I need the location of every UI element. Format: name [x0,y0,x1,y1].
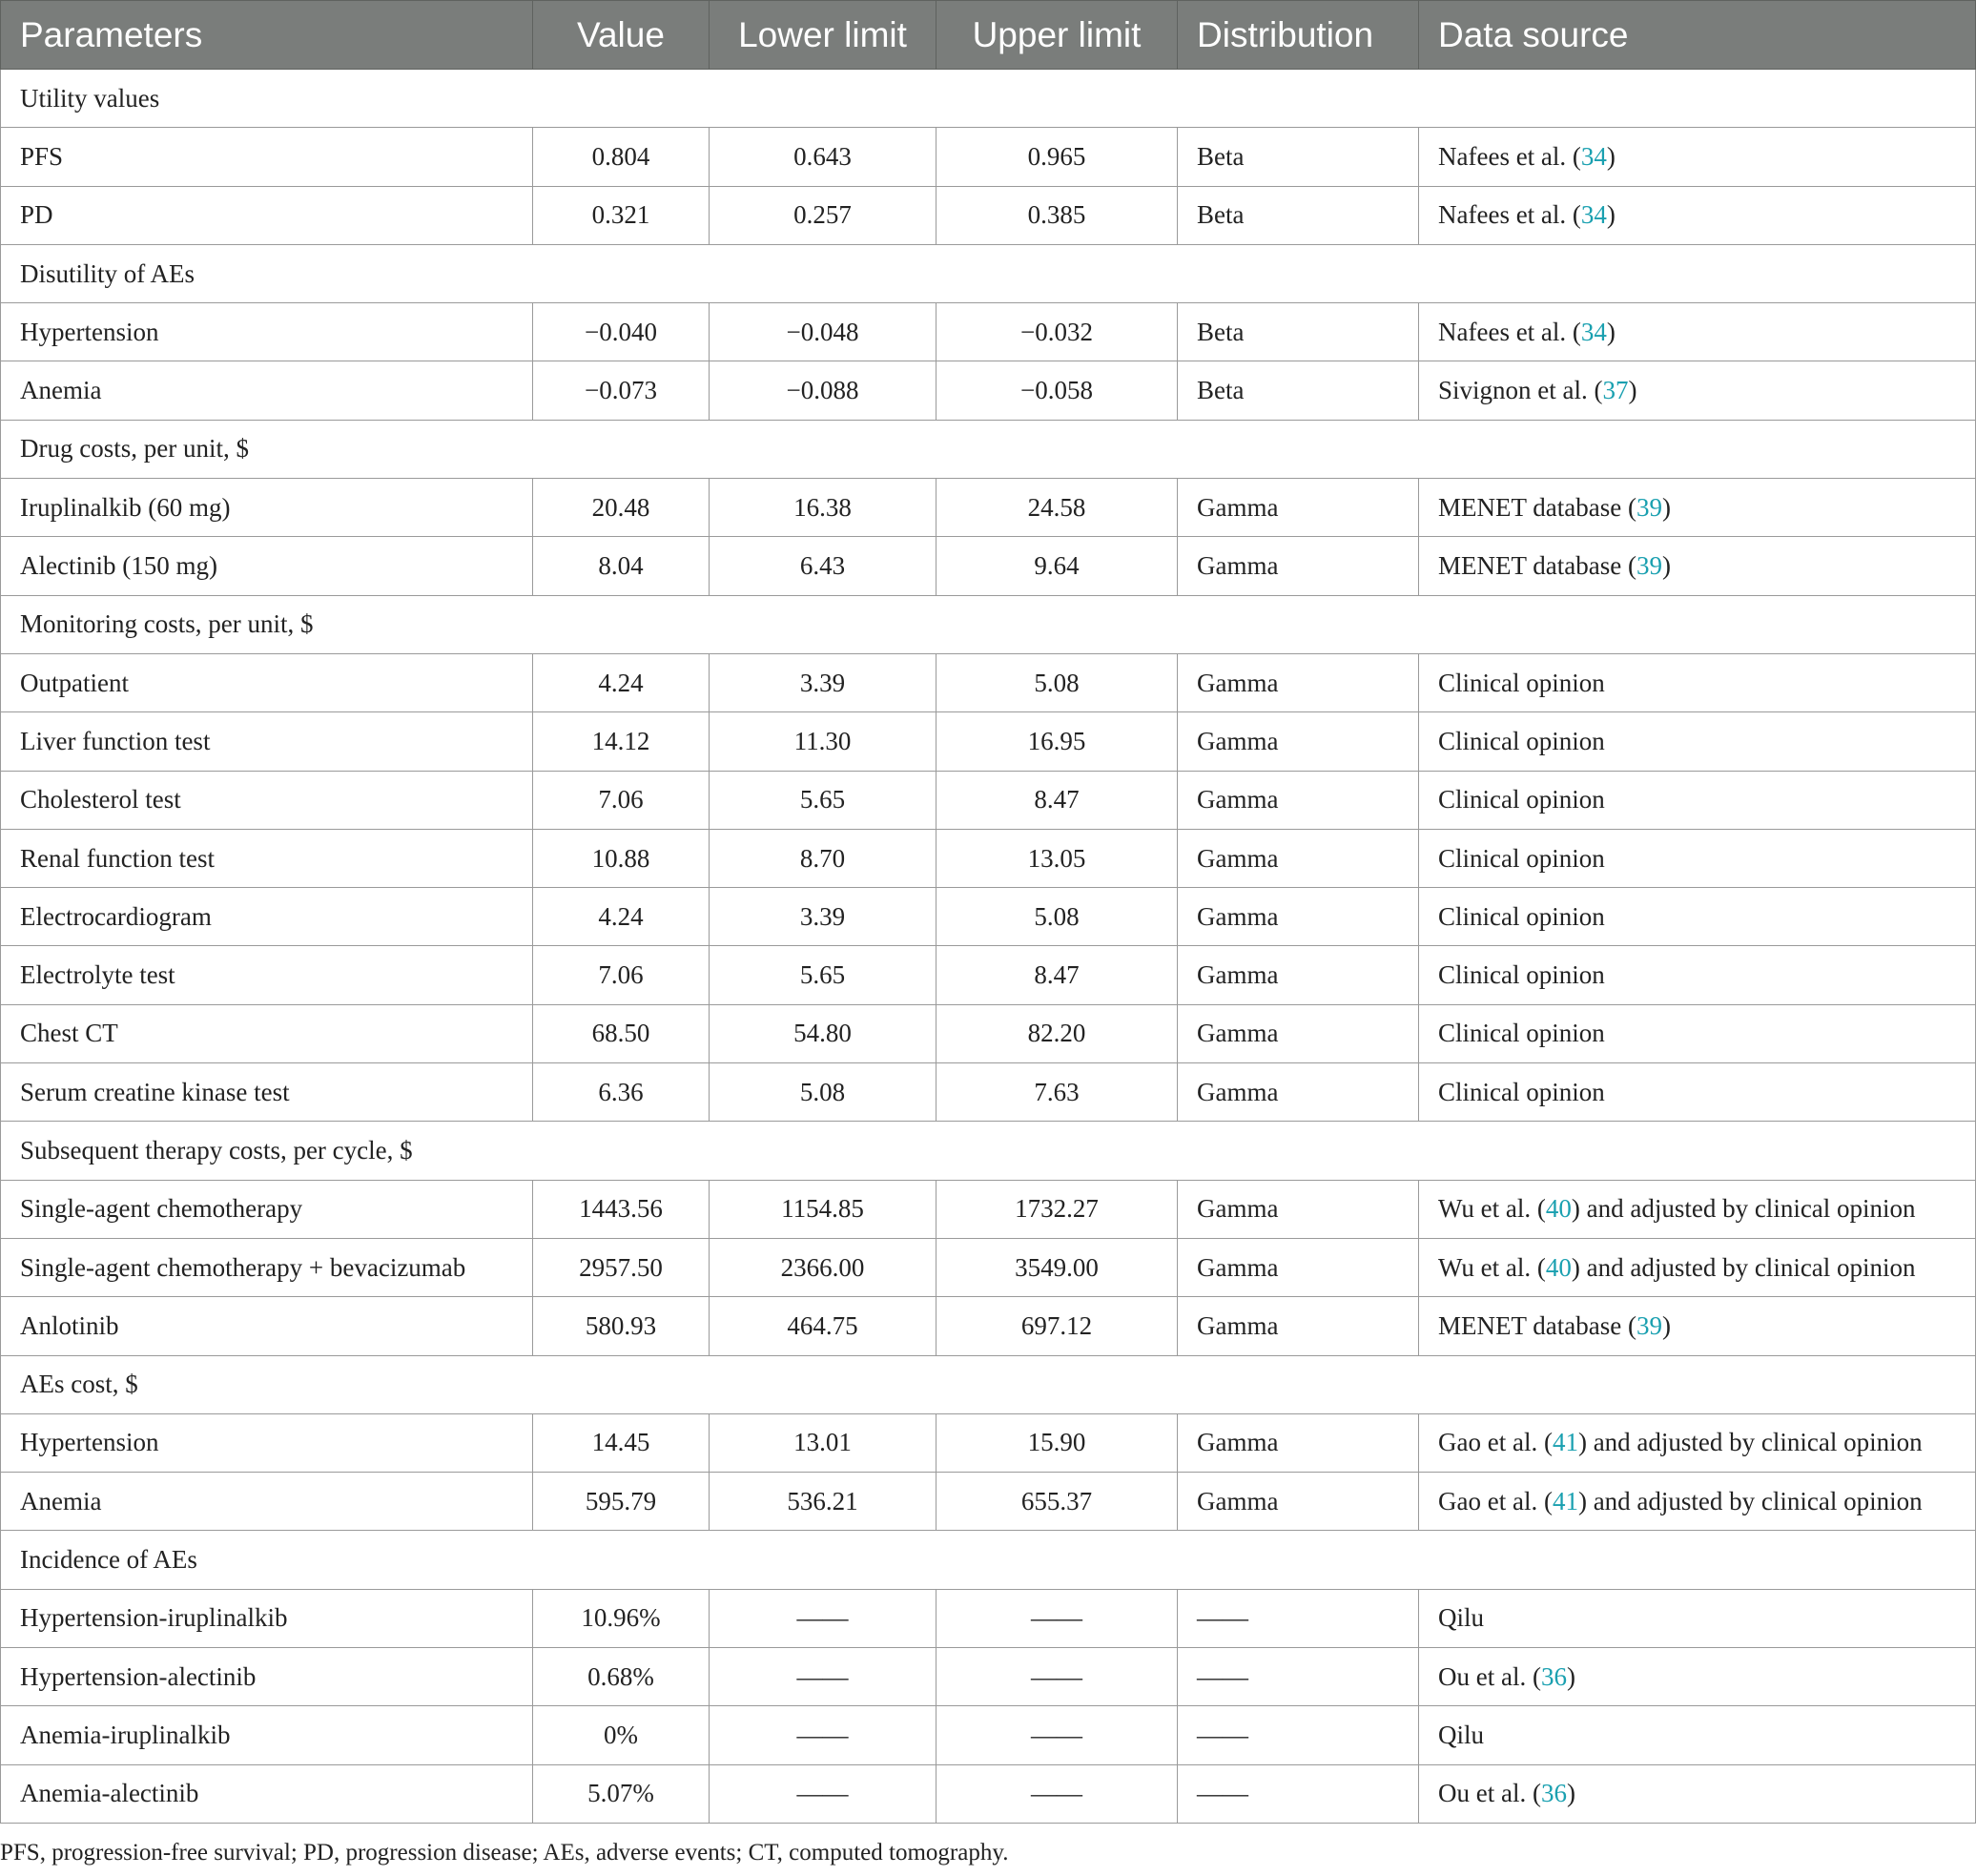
cell-distribution: Gamma [1178,712,1419,771]
cell-parameter: Liver function test [1,712,533,771]
source-text: Clinical opinion [1438,668,1605,697]
reference-link[interactable]: 41 [1552,1486,1578,1515]
source-text: Gao et al. ( [1438,1486,1553,1515]
table-row [1,128,1976,186]
cell-data-source [1419,712,1976,771]
section-row [1,1355,1976,1413]
table-row [1,653,1976,711]
cell-upper-limit: 5.08 [937,653,1178,711]
cell-data-source [1419,361,1976,420]
cell-value: 595.79 [533,1473,710,1531]
cell-lower-limit: 0.643 [710,128,937,186]
cell-value: 7.06 [533,946,710,1004]
cell-value: 5.07% [533,1764,710,1823]
cell-parameter: Anemia [1,361,533,420]
cell-value: 7.06 [533,771,710,829]
cell-parameter: Anemia [1,1473,533,1531]
source-text: Sivignon et al. ( [1438,376,1603,405]
cell-data-source [1419,829,1976,887]
cell-distribution: Gamma [1178,946,1419,1004]
table-row [1,829,1976,887]
source-text-suffix: ) [1661,551,1671,581]
cell-value: 580.93 [533,1297,710,1355]
source-text-suffix: ) [1606,317,1616,346]
header-upper-limit: Upper limit [937,1,1178,70]
source-text: MENET database ( [1438,1310,1636,1340]
cell-parameter: Single-agent chemotherapy + bevacizumab [1,1238,533,1296]
cell-distribution: Gamma [1178,771,1419,829]
table-row [1,1297,1976,1355]
section-title: Incidence of AEs [1,1531,1976,1589]
reference-link[interactable]: 39 [1636,551,1662,581]
cell-distribution: Gamma [1178,1238,1419,1296]
cell-data-source [1419,1764,1976,1823]
source-text: Wu et al. ( [1438,1252,1546,1282]
cell-lower-limit: 8.70 [710,829,937,887]
section-title: Utility values [1,70,1976,128]
cell-distribution: Gamma [1178,1413,1419,1472]
table-row [1,1706,1976,1764]
source-text-suffix: ) [1606,200,1616,230]
cell-data-source [1419,1648,1976,1706]
cell-data-source [1419,1589,1976,1647]
cell-data-source [1419,1004,1976,1062]
cell-lower-limit: 536.21 [710,1473,937,1531]
header-data-source: Data source [1419,1,1976,70]
table-header [1,1,1976,70]
cell-lower-limit: 2366.00 [710,1238,937,1296]
source-text: Wu et al. ( [1438,1194,1546,1224]
cell-value: −0.040 [533,303,710,361]
cell-parameter: Hypertension-alectinib [1,1648,533,1706]
cell-upper-limit: —— [937,1764,1178,1823]
cell-parameter: Hypertension-iruplinalkib [1,1589,533,1647]
cell-parameter: Serum creatine kinase test [1,1063,533,1122]
reference-link[interactable]: 40 [1545,1194,1572,1224]
source-text: MENET database ( [1438,551,1636,581]
cell-distribution: Gamma [1178,1297,1419,1355]
section-row [1,1122,1976,1180]
cell-data-source [1419,888,1976,946]
cell-parameter: Renal function test [1,829,533,887]
cell-data-source [1419,946,1976,1004]
table-row [1,361,1976,420]
cell-distribution: Beta [1178,361,1419,420]
cell-lower-limit: 16.38 [710,479,937,537]
cell-value: 4.24 [533,888,710,946]
cell-lower-limit: 0.257 [710,186,937,244]
source-text-suffix: ) and adjusted by clinical opinion [1577,1428,1923,1457]
cell-lower-limit: −0.088 [710,361,937,420]
cell-parameter: Electrolyte test [1,946,533,1004]
source-text-suffix: ) [1661,492,1671,522]
cell-value: 2957.50 [533,1238,710,1296]
table-row [1,946,1976,1004]
cell-parameter: Anemia-alectinib [1,1764,533,1823]
source-text: Clinical opinion [1438,785,1605,814]
cell-data-source [1419,128,1976,186]
cell-upper-limit: 8.47 [937,771,1178,829]
section-title: Drug costs, per unit, $ [1,420,1976,478]
cell-distribution: —— [1178,1706,1419,1764]
cell-parameter: Anemia-iruplinalkib [1,1706,533,1764]
source-text-suffix: ) and adjusted by clinical opinion [1577,1486,1923,1515]
table-body [1,70,1976,1824]
cell-parameter: Electrocardiogram [1,888,533,946]
source-text: Gao et al. ( [1438,1428,1553,1457]
cell-upper-limit: 0.965 [937,128,1178,186]
cell-upper-limit: −0.032 [937,303,1178,361]
source-text: Qilu [1438,1720,1485,1749]
cell-data-source [1419,1180,1976,1238]
cell-lower-limit: 6.43 [710,537,937,595]
cell-upper-limit: 16.95 [937,712,1178,771]
cell-value: 0.321 [533,186,710,244]
section-title: Subsequent therapy costs, per cycle, $ [1,1122,1976,1180]
cell-lower-limit: 13.01 [710,1413,937,1472]
cell-distribution: —— [1178,1648,1419,1706]
cell-upper-limit: 13.05 [937,829,1178,887]
section-row [1,1531,1976,1589]
section-row [1,595,1976,653]
section-row [1,244,1976,302]
cell-distribution: Gamma [1178,888,1419,946]
cell-lower-limit: —— [710,1764,937,1823]
table-row [1,1764,1976,1823]
source-text-suffix: ) and adjusted by clinical opinion [1571,1252,1916,1282]
cell-upper-limit: 697.12 [937,1297,1178,1355]
cell-lower-limit: 3.39 [710,888,937,946]
source-text-suffix: ) and adjusted by clinical opinion [1571,1194,1916,1224]
cell-distribution: Gamma [1178,479,1419,537]
table-row [1,771,1976,829]
section-row [1,420,1976,478]
section-title: Disutility of AEs [1,244,1976,302]
cell-distribution: Gamma [1178,1180,1419,1238]
reference-link[interactable]: 39 [1636,492,1662,522]
header-row [1,1,1976,70]
reference-link[interactable]: 34 [1580,141,1607,171]
cell-value: 14.12 [533,712,710,771]
cell-value: 0% [533,1706,710,1764]
cell-distribution: Gamma [1178,1004,1419,1062]
cell-data-source [1419,1706,1976,1764]
table-row [1,186,1976,244]
cell-distribution: Beta [1178,128,1419,186]
cell-parameter: Iruplinalkib (60 mg) [1,479,533,537]
cell-distribution: Gamma [1178,653,1419,711]
cell-data-source [1419,479,1976,537]
reference-link[interactable]: 41 [1552,1428,1578,1457]
reference-link[interactable]: 36 [1540,1779,1567,1808]
header-value: Value [533,1,710,70]
cell-distribution: Gamma [1178,1473,1419,1531]
source-text: Nafees et al. ( [1438,200,1581,230]
cell-distribution: Beta [1178,186,1419,244]
table-row [1,1648,1976,1706]
cell-parameter: Hypertension [1,1413,533,1472]
cell-value: −0.073 [533,361,710,420]
cell-parameter: PFS [1,128,533,186]
cell-parameter: Hypertension [1,303,533,361]
cell-distribution: Gamma [1178,1063,1419,1122]
reference-link[interactable]: 36 [1540,1661,1567,1691]
cell-upper-limit: 82.20 [937,1004,1178,1062]
cell-upper-limit: 8.47 [937,946,1178,1004]
cell-lower-limit: 464.75 [710,1297,937,1355]
cell-upper-limit: 5.08 [937,888,1178,946]
header-parameters: Parameters [1,1,533,70]
table-row [1,1589,1976,1647]
source-text: MENET database ( [1438,492,1636,522]
cell-parameter: Single-agent chemotherapy [1,1180,533,1238]
cell-lower-limit: −0.048 [710,303,937,361]
table-row [1,1413,1976,1472]
cell-upper-limit: 0.385 [937,186,1178,244]
cell-lower-limit: —— [710,1648,937,1706]
cell-lower-limit: 11.30 [710,712,937,771]
source-text: Clinical opinion [1438,901,1605,931]
cell-distribution: Beta [1178,303,1419,361]
cell-upper-limit: —— [937,1648,1178,1706]
cell-data-source [1419,1413,1976,1472]
cell-upper-limit: 1732.27 [937,1180,1178,1238]
cell-upper-limit: —— [937,1706,1178,1764]
cell-value: 6.36 [533,1063,710,1122]
cell-lower-limit: 3.39 [710,653,937,711]
source-text: Clinical opinion [1438,1077,1605,1106]
cell-data-source [1419,537,1976,595]
cell-parameter: Alectinib (150 mg) [1,537,533,595]
cell-data-source [1419,186,1976,244]
cell-value: 4.24 [533,653,710,711]
cell-upper-limit: 655.37 [937,1473,1178,1531]
cell-value: 8.04 [533,537,710,595]
cell-upper-limit: 7.63 [937,1063,1178,1122]
cell-parameter: Anlotinib [1,1297,533,1355]
source-text-suffix: ) [1566,1661,1575,1691]
cell-data-source [1419,1063,1976,1122]
table-row [1,1004,1976,1062]
cell-parameter: Cholesterol test [1,771,533,829]
source-text: Nafees et al. ( [1438,141,1581,171]
section-row [1,70,1976,128]
cell-parameter: Outpatient [1,653,533,711]
cell-upper-limit: 24.58 [937,479,1178,537]
cell-lower-limit: 5.08 [710,1063,937,1122]
cell-value: 20.48 [533,479,710,537]
table-row [1,479,1976,537]
table-footnote: PFS, progression-free survival; PD, progression disease; AEs, adverse events; CT, computed tomography. [0,1840,1009,1866]
source-text: Ou et al. ( [1438,1779,1541,1808]
cell-distribution: —— [1178,1764,1419,1823]
cell-distribution: Gamma [1178,537,1419,595]
cell-parameter: PD [1,186,533,244]
table-row [1,303,1976,361]
cell-lower-limit: 5.65 [710,946,937,1004]
source-text-suffix: ) [1566,1779,1575,1808]
source-text: Clinical opinion [1438,726,1605,755]
cell-distribution: —— [1178,1589,1419,1647]
section-title: Monitoring costs, per unit, $ [1,595,1976,653]
cell-distribution: Gamma [1178,829,1419,887]
cell-lower-limit: 1154.85 [710,1180,937,1238]
cell-value: 0.68% [533,1648,710,1706]
source-text: Clinical opinion [1438,1019,1605,1048]
table-row [1,537,1976,595]
source-text: Nafees et al. ( [1438,317,1581,346]
header-lower-limit: Lower limit [710,1,937,70]
source-text-suffix: ) [1661,1310,1671,1340]
source-text: Clinical opinion [1438,843,1605,873]
reference-link[interactable]: 34 [1580,200,1607,230]
source-text: Qilu [1438,1603,1485,1633]
cell-value: 68.50 [533,1004,710,1062]
cell-upper-limit: 3549.00 [937,1238,1178,1296]
cell-data-source [1419,1473,1976,1531]
source-text: Clinical opinion [1438,960,1605,990]
cell-upper-limit: 15.90 [937,1413,1178,1472]
reference-link[interactable]: 40 [1545,1252,1572,1282]
cell-data-source [1419,1297,1976,1355]
cell-value: 0.804 [533,128,710,186]
cell-value: 10.88 [533,829,710,887]
table-row [1,1063,1976,1122]
cell-value: 1443.56 [533,1180,710,1238]
cell-upper-limit: 9.64 [937,537,1178,595]
cell-data-source [1419,653,1976,711]
cell-upper-limit: —— [937,1589,1178,1647]
table-row [1,1180,1976,1238]
header-distribution: Distribution [1178,1,1419,70]
cell-lower-limit: —— [710,1589,937,1647]
source-text-suffix: ) [1606,141,1616,171]
table-row [1,888,1976,946]
table-row [1,1473,1976,1531]
cell-lower-limit: 5.65 [710,771,937,829]
table-row [1,1238,1976,1296]
cell-data-source [1419,1238,1976,1296]
cell-data-source [1419,303,1976,361]
source-text-suffix: ) [1628,376,1637,405]
cell-lower-limit: —— [710,1706,937,1764]
cell-lower-limit: 54.80 [710,1004,937,1062]
table-row [1,712,1976,771]
section-title: AEs cost, $ [1,1355,1976,1413]
source-text: Ou et al. ( [1438,1661,1541,1691]
reference-link[interactable]: 39 [1636,1310,1662,1340]
cell-value: 10.96% [533,1589,710,1647]
cell-value: 14.45 [533,1413,710,1472]
cell-data-source [1419,771,1976,829]
reference-link[interactable]: 34 [1580,317,1607,346]
cell-upper-limit: −0.058 [937,361,1178,420]
reference-link[interactable]: 37 [1602,376,1629,405]
cell-parameter: Chest CT [1,1004,533,1062]
